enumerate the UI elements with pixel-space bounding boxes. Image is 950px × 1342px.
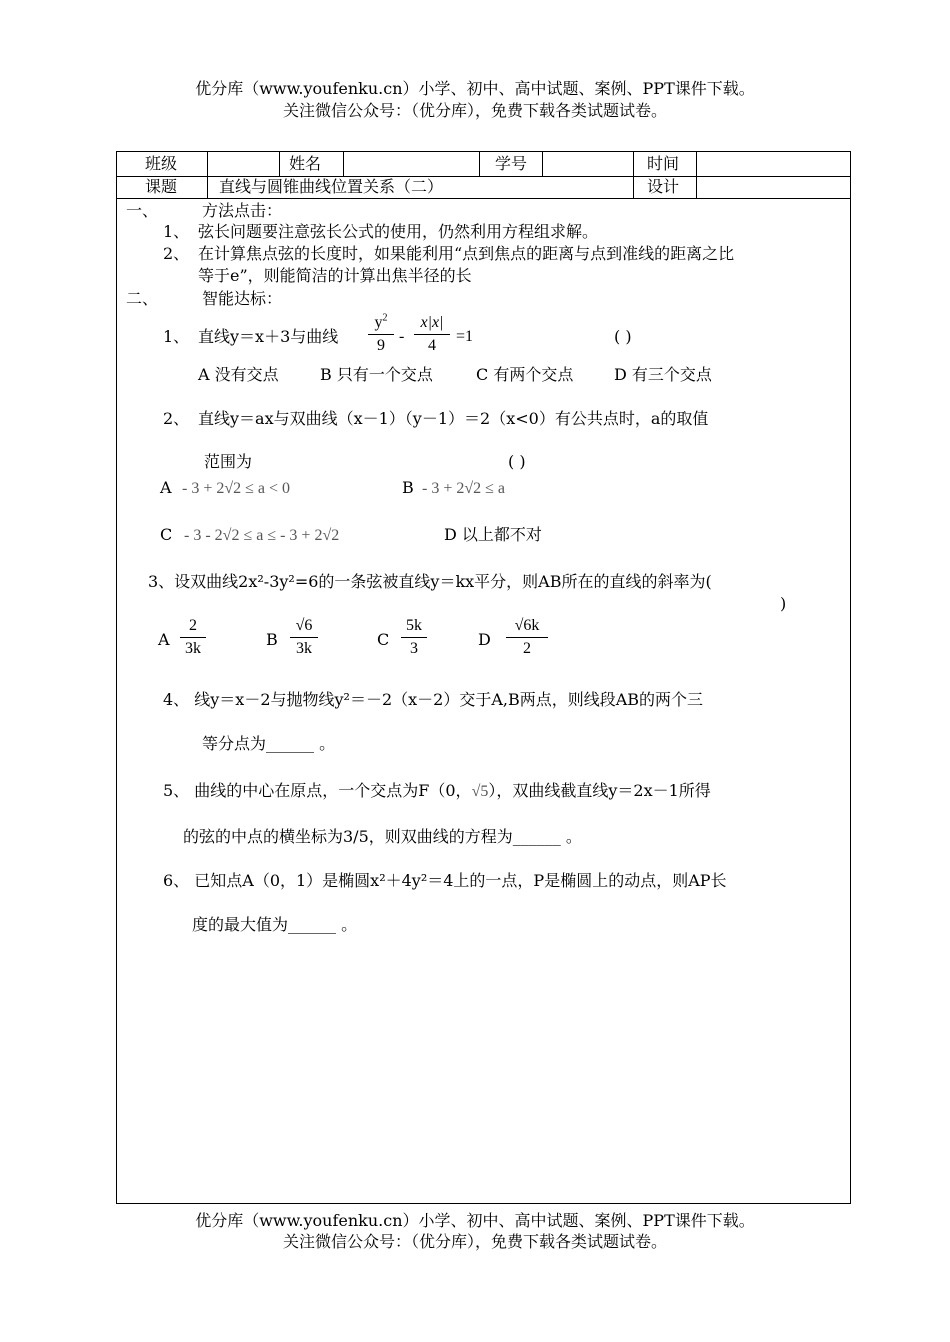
q2-option-a-expr: - 3 + 2√2 ≤ a < 0 (182, 480, 291, 497)
q3-option-d-fraction (506, 616, 548, 659)
q3-option-c-label: C (377, 630, 390, 649)
method-item-2-number: 2、 (163, 244, 190, 263)
q2-answer-paren: ( ) (508, 452, 526, 471)
q5-line-1-prefix: 5、 曲线的中心在原点，一个交点为F（0， (163, 781, 472, 800)
q3-option-b-numerator: √6 (295, 617, 313, 634)
q1-frac1-exponent: 2 (382, 312, 388, 324)
q2-option-c-expr: - 3 - 2√2 ≤ a ≤ - 3 + 2√2 (184, 527, 340, 544)
q1-option-b: B 只有一个交点 (320, 365, 433, 384)
header-line-1: 优分库（www.youfenku.cn）小学、初中、高中试题、案例、PPT课件下载。 (195, 79, 755, 98)
method-item-1: 弦长问题要注意弦长公式的使用，仍然利用方程组求解。 (198, 222, 599, 241)
method-item-2-line-2: 等于e”，则能简洁的计算出焦半径的长 (198, 266, 472, 285)
q1-frac2-numerator: x|x| (420, 314, 444, 331)
q1-frac1-denominator: 9 (377, 337, 385, 354)
q2-option-b-expr: - 3 + 2√2 ≤ a (422, 480, 506, 497)
q3-option-b-denominator: 3k (296, 640, 312, 657)
class-label: 班级 (145, 154, 178, 173)
q3-option-a-fraction (180, 616, 206, 659)
table-col-divider (479, 152, 480, 176)
header-line-2: 关注微信公众号：（优分库），免费下载各类试题试卷。 (282, 101, 667, 120)
q6-line-1: 6、 已知点A（0，1）是椭圆x²＋4y²＝4上的一点，P是椭圆上的动点，则AP长 (163, 871, 727, 890)
topic-label: 课题 (145, 177, 178, 196)
q1-minus: - (399, 328, 405, 345)
q1-number: 1、 (163, 327, 190, 346)
q1-fraction-x-abs-x-over-4 (414, 313, 450, 356)
table-row-divider (117, 198, 850, 199)
method-item-1-number: 1、 (163, 222, 190, 241)
q3-option-b-label: B (266, 630, 278, 649)
footer-line-1: 优分库（www.youfenku.cn）小学、初中、高中试题、案例、PPT课件下载。 (195, 1211, 755, 1230)
q1-option-c: C 有两个交点 (476, 365, 574, 384)
student-id-label: 学号 (495, 154, 528, 173)
q5-sqrt-5: √5 (471, 783, 489, 800)
q3-option-a-label: A (158, 630, 170, 649)
q4-line-1: 4、 线y＝x－2与抛物线y²＝－2（x－2）交于A,B两点，则线段AB的两个三 (163, 690, 704, 709)
q3-option-b-fraction (290, 616, 318, 659)
table-col-divider (696, 152, 697, 198)
q1-fraction-y2-over-9 (368, 313, 394, 356)
table-col-divider (542, 152, 543, 176)
q1-equals-one: =1 (456, 328, 474, 345)
q2-option-a-label: A (160, 478, 172, 497)
table-col-divider (207, 176, 208, 198)
section-2-title: 智能达标： (202, 289, 283, 308)
table-col-divider (207, 152, 208, 176)
q4-line-2: 等分点为______ 。 (202, 734, 336, 753)
q5-line-1-suffix: ），双曲线截直线y＝2x－1所得 (488, 781, 711, 800)
q3-close-paren: ) (780, 594, 787, 613)
q3-text: 3、设双曲线2x²-3y²=6的一条弦被直线y＝kx平分，则AB所在的直线的斜率为( (148, 572, 712, 591)
footer-line-2: 关注微信公众号：（优分库），免费下载各类试题试卷。 (282, 1232, 667, 1251)
q3-option-a-denominator: 3k (185, 640, 201, 657)
design-label: 设计 (647, 177, 680, 196)
table-col-divider (279, 152, 280, 176)
q3-option-d-denominator: 2 (523, 640, 531, 657)
q2-number: 2、 (163, 409, 190, 428)
q2-option-b-label: B (402, 478, 414, 497)
time-label: 时间 (647, 154, 680, 173)
section-1-title: 方法点击： (202, 201, 283, 220)
q3-option-c-numerator: 5k (406, 617, 422, 634)
q3-option-c-fraction (401, 616, 427, 659)
section-1-number: 一、 (126, 201, 159, 220)
q2-line-2: 范围为 (204, 452, 253, 471)
q5-line-2: 的弦的中点的横坐标为3/5，则双曲线的方程为______ 。 (183, 827, 582, 846)
q2-option-d: D 以上都不对 (444, 525, 542, 544)
q3-option-d-label: D (478, 630, 491, 649)
topic-value: 直线与圆锥曲线位置关系（二） (219, 177, 444, 196)
table-col-divider (633, 152, 634, 198)
q2-line-1: 直线y＝ax与双曲线（x－1）（y－1）＝2（x<0）有公共点时，a的取值 (198, 409, 709, 428)
table-col-divider (343, 152, 344, 176)
q1-option-a: A 没有交点 (198, 365, 279, 384)
q1-frac2-denominator: 4 (428, 337, 436, 354)
q5-line-1-a (163, 781, 711, 802)
q3-option-a-numerator: 2 (189, 617, 197, 634)
q1-answer-paren: ( ) (614, 327, 632, 346)
q1-frac1-numerator: y (374, 314, 383, 331)
q1-text: 直线y＝x＋3与曲线 (198, 327, 339, 346)
q1-option-d: D 有三个交点 (614, 365, 712, 384)
q2-option-c-label: C (160, 525, 173, 544)
method-item-2-line-1: 在计算焦点弦的长度时，如果能利用“点到焦点的距离与点到准线的距离之比 (198, 244, 735, 263)
q3-option-d-numerator: √6k (514, 617, 540, 634)
section-2-number: 二、 (126, 289, 159, 308)
q3-option-c-denominator: 3 (410, 640, 418, 657)
q6-line-2: 度的最大值为______ 。 (192, 915, 358, 934)
name-label: 姓名 (289, 154, 322, 173)
